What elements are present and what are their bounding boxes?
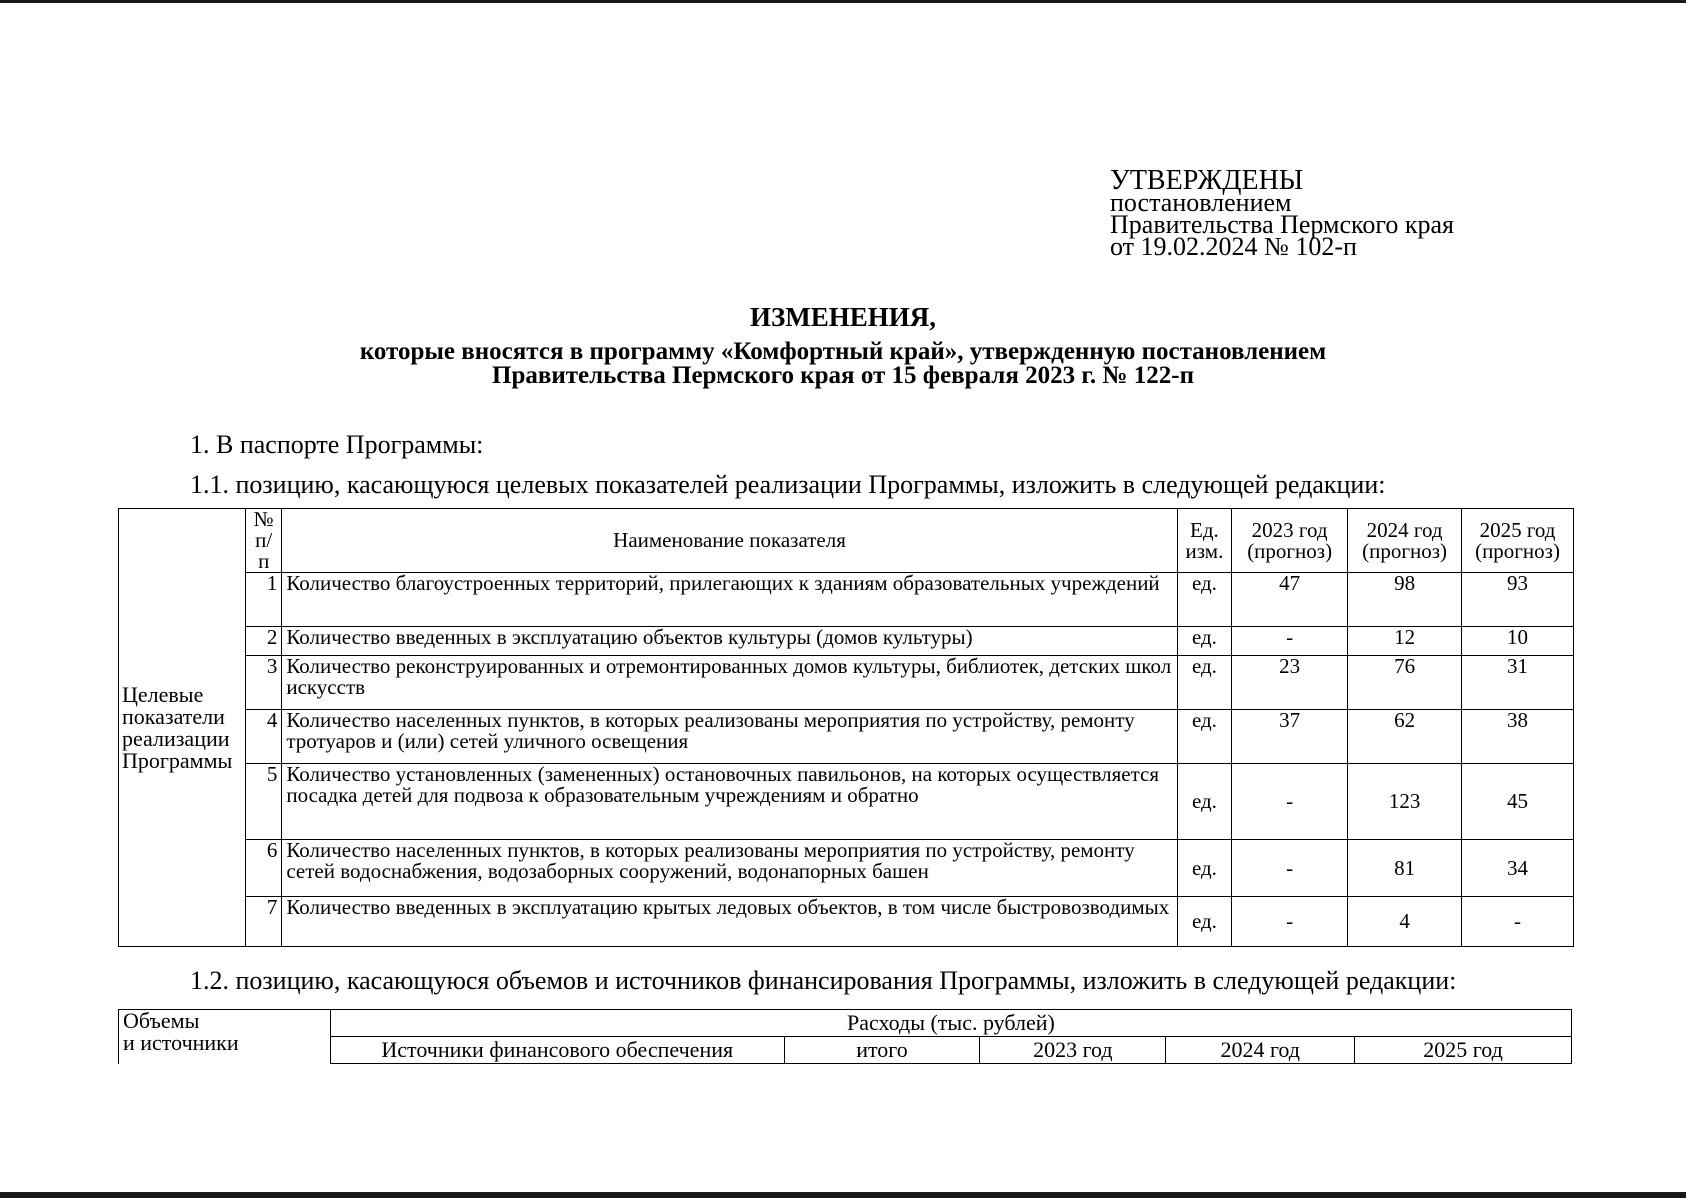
table-row xyxy=(119,840,1574,897)
row-2024: 98 xyxy=(1348,573,1462,627)
finance-table xyxy=(118,1009,1572,1064)
row-2025: 38 xyxy=(1462,710,1574,764)
row-unit: ед. xyxy=(1177,656,1231,710)
finance-label-line: и источники xyxy=(123,1030,239,1055)
approval-heading: УТВЕРЖДЕНЫ xyxy=(1110,165,1304,196)
row-unit: ед. xyxy=(1177,573,1231,627)
row-name: Количество установленных (замененных) остановочных павильонов, на которых осуществляется посадка детей для подвоза к образовательным учреждениям и обратно xyxy=(282,764,1177,840)
header-2025: 2025 год (прогноз) xyxy=(1462,509,1574,573)
row-name: Количество населенных пунктов, в которых реализованы мероприятия по устройству, ремонту тротуаров и (или) сетей уличного освещения xyxy=(282,710,1177,764)
section-heading: 1. В паспорте Программы: xyxy=(190,430,484,459)
row-num: 5 xyxy=(246,764,282,840)
row-name: Количество благоустроенных территорий, прилегающих к зданиям образовательных учреждений xyxy=(282,573,1177,627)
row-2024: 4 xyxy=(1348,897,1462,947)
total-header: итого xyxy=(784,1037,980,1064)
table-row xyxy=(119,573,1574,627)
row-name: Количество введенных в эксплуатацию объектов культуры (домов культуры) xyxy=(282,627,1177,656)
row-2025: 31 xyxy=(1462,656,1574,710)
row-2023: - xyxy=(1232,764,1348,840)
header-2023: 2023 год (прогноз) xyxy=(1232,509,1348,573)
header-2024: 2024 год (прогноз) xyxy=(1348,509,1462,573)
approval-date: от 19.02.2024 № 102-п xyxy=(1110,232,1357,261)
row-2023: 37 xyxy=(1232,710,1348,764)
row-label-cell: Целевые показатели реализации Программы xyxy=(119,509,246,947)
row-num: 1 xyxy=(246,573,282,627)
sources-header: Источники финансового обеспечения xyxy=(330,1037,784,1064)
approval-stamp xyxy=(1110,165,1454,261)
row-num: 2 xyxy=(246,627,282,656)
row-2023: 23 xyxy=(1232,656,1348,710)
row-name: Количество населенных пунктов, в которых реализованы мероприятия по устройству, ремонту сетей водоснабжения, водозаборных сооружений, водонапорных башен xyxy=(282,840,1177,897)
subsection-heading: 1.2. позицию, касающуюся объемов и источников финансирования Программы, изложить в следующей редакции: xyxy=(190,966,1457,995)
table-row xyxy=(119,656,1574,710)
row-2025: 10 xyxy=(1462,627,1574,656)
row-unit: ед. xyxy=(1177,627,1231,656)
header-unit: Ед. изм. xyxy=(1177,509,1231,573)
row-2025: 34 xyxy=(1462,840,1574,897)
row-2024: 62 xyxy=(1348,710,1462,764)
expenses-header: Расходы (тыс. рублей) xyxy=(330,1010,1571,1037)
row-2025: 93 xyxy=(1462,573,1574,627)
table-row xyxy=(119,897,1574,947)
row-2024: 12 xyxy=(1348,627,1462,656)
finance-header-row xyxy=(119,1010,1572,1037)
table-row xyxy=(119,710,1574,764)
table-header-row xyxy=(119,509,1574,573)
row-2023: - xyxy=(1232,627,1348,656)
header-name: Наименование показателя xyxy=(282,509,1177,573)
row-2025: 45 xyxy=(1462,764,1574,840)
indicators-table xyxy=(118,508,1574,947)
header-num: № п/п xyxy=(246,509,282,573)
row-name: Количество реконструированных и отремонтированных домов культуры, библиотек, детских школ искусств xyxy=(282,656,1177,710)
subtitle-line: Правительства Пермского края от 15 февраля 2023 г. № 122-п xyxy=(492,362,1194,389)
year-2024-header: 2024 год xyxy=(1166,1037,1355,1064)
year-2023-header: 2023 год xyxy=(980,1037,1166,1064)
row-num: 7 xyxy=(246,897,282,947)
scan-top-border xyxy=(0,0,1686,3)
row-2023: - xyxy=(1232,840,1348,897)
row-unit: ед. xyxy=(1177,897,1231,947)
subtitle-line: которые вносятся в программу «Комфортный край», утвержденную постановлением xyxy=(359,338,1327,365)
row-2023: - xyxy=(1232,897,1348,947)
approval-line: постановлением xyxy=(1110,188,1292,217)
subsection-heading: 1.1. позицию, касающуюся целевых показателей реализации Программы, изложить в следующей редакции: xyxy=(190,470,1386,499)
row-2024: 76 xyxy=(1348,656,1462,710)
row-2025: - xyxy=(1462,897,1574,947)
row-2024: 123 xyxy=(1348,764,1462,840)
document-title: ИЗМЕНЕНИЯ, xyxy=(749,302,936,332)
finance-label-line: Объемы xyxy=(123,1008,200,1033)
year-2025-header: 2025 год xyxy=(1355,1037,1572,1064)
row-2023: 47 xyxy=(1232,573,1348,627)
row-num: 4 xyxy=(246,710,282,764)
finance-subheader-row xyxy=(119,1037,1572,1064)
row-num: 3 xyxy=(246,656,282,710)
document-subtitle xyxy=(0,340,1686,388)
row-2024: 81 xyxy=(1348,840,1462,897)
row-unit: ед. xyxy=(1177,764,1231,840)
row-unit: ед. xyxy=(1177,710,1231,764)
table-row xyxy=(119,627,1574,656)
finance-row-label xyxy=(119,1010,331,1064)
scan-bottom-border xyxy=(0,1192,1686,1198)
row-num: 6 xyxy=(246,840,282,897)
row-unit: ед. xyxy=(1177,840,1231,897)
approval-line: Правительства Пермского края xyxy=(1110,210,1454,239)
row-name: Количество введенных в эксплуатацию крытых ледовых объектов, в том числе быстровозводимых xyxy=(282,897,1177,947)
table-row xyxy=(119,764,1574,840)
